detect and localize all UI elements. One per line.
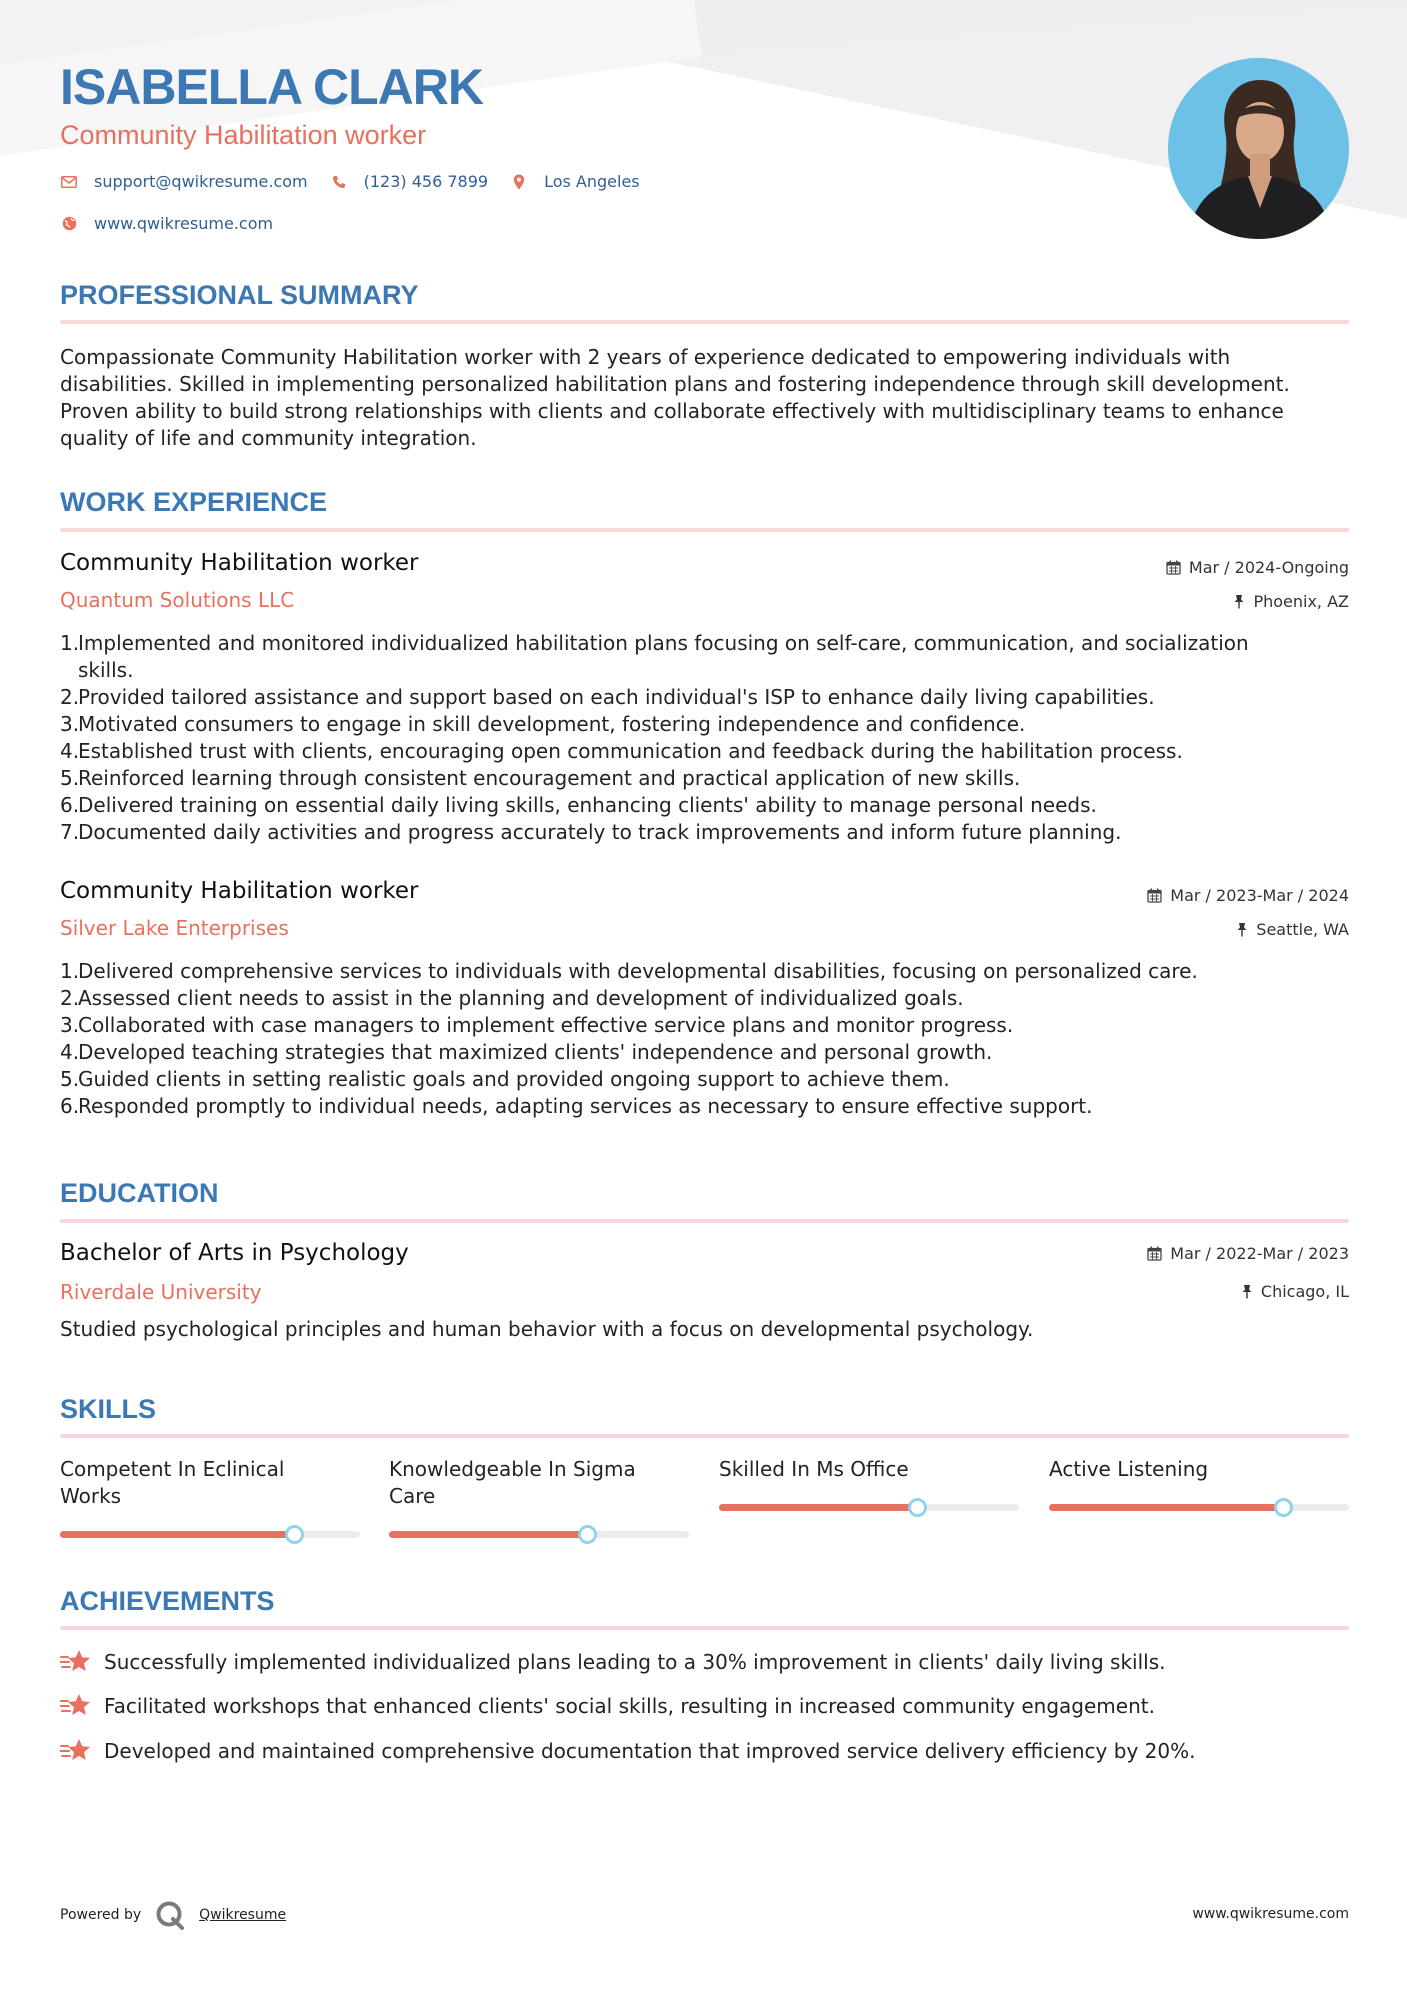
skill-slider-knob[interactable] [908, 1498, 927, 1517]
list-item [60, 1039, 1350, 1066]
skill-bar-fill [60, 1531, 294, 1538]
skill-slider-knob[interactable] [285, 1525, 304, 1544]
contact-row [60, 172, 662, 191]
list-item [60, 1066, 1350, 1093]
bullet-line: Delivered training on essential daily living skills, enhancing clients' ability to manage personal needs. [78, 793, 1097, 817]
summary-line: quality of life and community integration. [60, 426, 477, 450]
map-pin-icon [510, 173, 528, 191]
bullet-line: Documented daily activities and progress accurately to track improvements and inform future planning. [78, 820, 1122, 844]
calendar-icon [1147, 1246, 1162, 1261]
list-item [60, 711, 1350, 738]
contact-row-website [60, 214, 295, 233]
dates-text: Mar / 2022-Mar / 2023 [1170, 1244, 1349, 1263]
skill-item [389, 1456, 689, 1510]
skill-bar-fill [389, 1531, 587, 1538]
achievement-text: Developed and maintained comprehensive documentation that improved service delivery efficiency by 20%. [104, 1739, 1196, 1763]
pushpin-icon [1236, 922, 1248, 937]
job-location [1233, 592, 1349, 611]
skill-item [60, 1456, 360, 1510]
experience-heading: WORK EXPERIENCE [60, 487, 328, 517]
list-item [60, 1093, 1350, 1120]
bullet-line: Delivered comprehensive services to individuals with developmental disabilities, focusing on personalized care. [78, 959, 1198, 983]
shooting-star-icon [60, 1737, 92, 1765]
list-item [60, 1012, 1350, 1039]
calendar-icon [1147, 888, 1162, 903]
bullet-number: 2. [60, 986, 80, 1010]
summary-divider [60, 320, 1349, 324]
achievement-item [60, 1737, 1195, 1765]
company-name: Quantum Solutions LLC [60, 588, 295, 612]
profile-photo [1168, 58, 1349, 239]
list-item [60, 985, 1350, 1012]
contact-phone[interactable] [330, 172, 488, 191]
email-text: support@qwikresume.com [94, 172, 308, 191]
contact-email[interactable] [60, 172, 308, 191]
website-text: www.qwikresume.com [94, 214, 274, 233]
company-name: Silver Lake Enterprises [60, 916, 289, 940]
job-location [1236, 920, 1349, 939]
skill-slider-knob[interactable] [1274, 1498, 1293, 1517]
list-item [60, 738, 1350, 765]
job-bullets [60, 630, 1350, 846]
job-title: Community Habilitation worker [60, 550, 419, 576]
contact-location [510, 172, 640, 191]
footer-branding [60, 1900, 286, 1930]
job-bullets [60, 958, 1350, 1120]
bullet-line: Reinforced learning through consistent encouragement and practical application of new skills. [78, 766, 1021, 790]
location-text: Los Angeles [544, 172, 640, 191]
summary-line: Compassionate Community Habilitation worker with 2 years of experience dedicated to empowering individuals with [60, 345, 1231, 369]
qwikresume-logo-icon [155, 1900, 185, 1930]
skill-bar [389, 1531, 689, 1538]
summary-line: disabilities. Skilled in implementing personalized habilitation plans and fostering independence through skill development. [60, 372, 1290, 396]
bullet-number: 5. [60, 1067, 80, 1091]
contact-website[interactable] [60, 214, 273, 233]
pushpin-icon [1241, 1284, 1253, 1299]
bullet-line: Provided tailored assistance and support based on each individual's ISP to enhance daily living capabilities. [78, 685, 1155, 709]
skill-label: Knowledgeable In Sigma Care [389, 1457, 636, 1508]
bullet-number: 2. [60, 685, 80, 709]
phone-text: (123) 456 7899 [363, 172, 489, 191]
bullet-number: 4. [60, 739, 80, 763]
location-text: Seattle, WA [1256, 920, 1349, 939]
skill-label: Active Listening [1049, 1457, 1209, 1481]
achievement-text: Facilitated workshops that enhanced clients' social skills, resulting in increased community engagement. [104, 1694, 1155, 1718]
phone-icon [330, 173, 348, 191]
bullet-line: Motivated consumers to engage in skill development, fostering independence and confidence. [78, 712, 1026, 736]
job-title: Community Habilitation worker [60, 878, 419, 904]
skills-divider [60, 1434, 1349, 1438]
achievement-item [60, 1648, 1165, 1676]
bullet-number: 7. [60, 820, 80, 844]
envelope-icon [60, 173, 78, 191]
calendar-icon [1166, 560, 1181, 575]
shooting-star-icon [60, 1648, 92, 1676]
bullet-line: Guided clients in setting realistic goals and provided ongoing support to achieve them. [78, 1067, 950, 1091]
bullet-line: skills. [78, 658, 134, 682]
education-heading: EDUCATION [60, 1178, 219, 1208]
education-dates [1147, 1244, 1349, 1263]
job-dates [1147, 886, 1349, 905]
powered-by-label: Powered by [60, 1907, 142, 1923]
bullet-line: Implemented and monitored individualized habilitation plans focusing on self-care, communication, and socialization [78, 631, 1249, 655]
skills-heading: SKILLS [60, 1394, 157, 1424]
skill-bar-fill [1049, 1504, 1283, 1511]
bullet-number: 6. [60, 1094, 80, 1118]
skill-bar-fill [719, 1504, 917, 1511]
bullet-line: Developed teaching strategies that maximized clients' independence and personal growth. [78, 1040, 993, 1064]
skill-label: Competent In Eclinical Works [60, 1457, 285, 1508]
dates-text: Mar / 2024-Ongoing [1188, 558, 1349, 577]
bullet-number: 1. [60, 959, 80, 983]
skill-bar [60, 1531, 360, 1538]
candidate-title: Community Habilitation worker [60, 120, 427, 150]
bullet-number: 6. [60, 793, 80, 817]
school-name: Riverdale University [60, 1280, 262, 1304]
bullet-number: 5. [60, 766, 80, 790]
candidate-name: ISABELLA CLARK [60, 59, 484, 115]
bullet-number: 3. [60, 712, 80, 736]
skill-item [719, 1456, 1019, 1483]
footer-website-link[interactable]: www.qwikresume.com [1192, 1906, 1349, 1922]
dates-text: Mar / 2023-Mar / 2024 [1170, 886, 1349, 905]
bullet-line: Collaborated with case managers to implement effective service plans and monitor progress. [78, 1013, 1014, 1037]
list-item [60, 958, 1350, 985]
job-dates [1166, 558, 1349, 577]
summary-text [60, 344, 1350, 452]
bullet-number: 4. [60, 1040, 80, 1064]
list-item [60, 684, 1350, 711]
shooting-star-icon [60, 1692, 92, 1720]
skill-slider-knob[interactable] [578, 1525, 597, 1544]
globe-icon [60, 215, 78, 233]
bullet-number: 3. [60, 1013, 80, 1037]
achievements-divider [60, 1626, 1349, 1630]
list-item [60, 630, 1350, 684]
experience-divider [60, 528, 1349, 532]
skill-label: Skilled In Ms Office [719, 1457, 909, 1481]
education-description: Studied psychological principles and human behavior with a focus on developmental psychology. [60, 1317, 1034, 1341]
location-text: Phoenix, AZ [1253, 592, 1349, 611]
skill-bar [1049, 1504, 1349, 1511]
bullet-line: Established trust with clients, encouraging open communication and feedback during the habilitation process. [78, 739, 1183, 763]
list-item [60, 819, 1350, 846]
achievement-item [60, 1692, 1155, 1720]
qwikresume-link[interactable]: Qwikresume [199, 1907, 287, 1923]
skill-bar [719, 1504, 1019, 1511]
bullet-line: Responded promptly to individual needs, adapting services as necessary to ensure effective support. [78, 1094, 1093, 1118]
pushpin-icon [1233, 594, 1245, 609]
education-divider [60, 1219, 1349, 1223]
degree-title: Bachelor of Arts in Psychology [60, 1240, 409, 1266]
list-item [60, 792, 1350, 819]
bullet-number: 1. [60, 631, 80, 655]
education-location [1241, 1282, 1349, 1301]
skill-item [1049, 1456, 1349, 1483]
achievement-text: Successfully implemented individualized plans leading to a 30% improvement in clients' daily living skills. [104, 1650, 1166, 1674]
summary-heading: PROFESSIONAL SUMMARY [60, 280, 419, 310]
bullet-line: Assessed client needs to assist in the planning and development of individualized goals. [78, 986, 964, 1010]
location-text: Chicago, IL [1260, 1282, 1349, 1301]
summary-line: Proven ability to build strong relationships with clients and collaborate effectively with multidisciplinary teams to enhance [60, 399, 1284, 423]
achievements-heading: ACHIEVEMENTS [60, 1586, 275, 1616]
list-item [60, 765, 1350, 792]
